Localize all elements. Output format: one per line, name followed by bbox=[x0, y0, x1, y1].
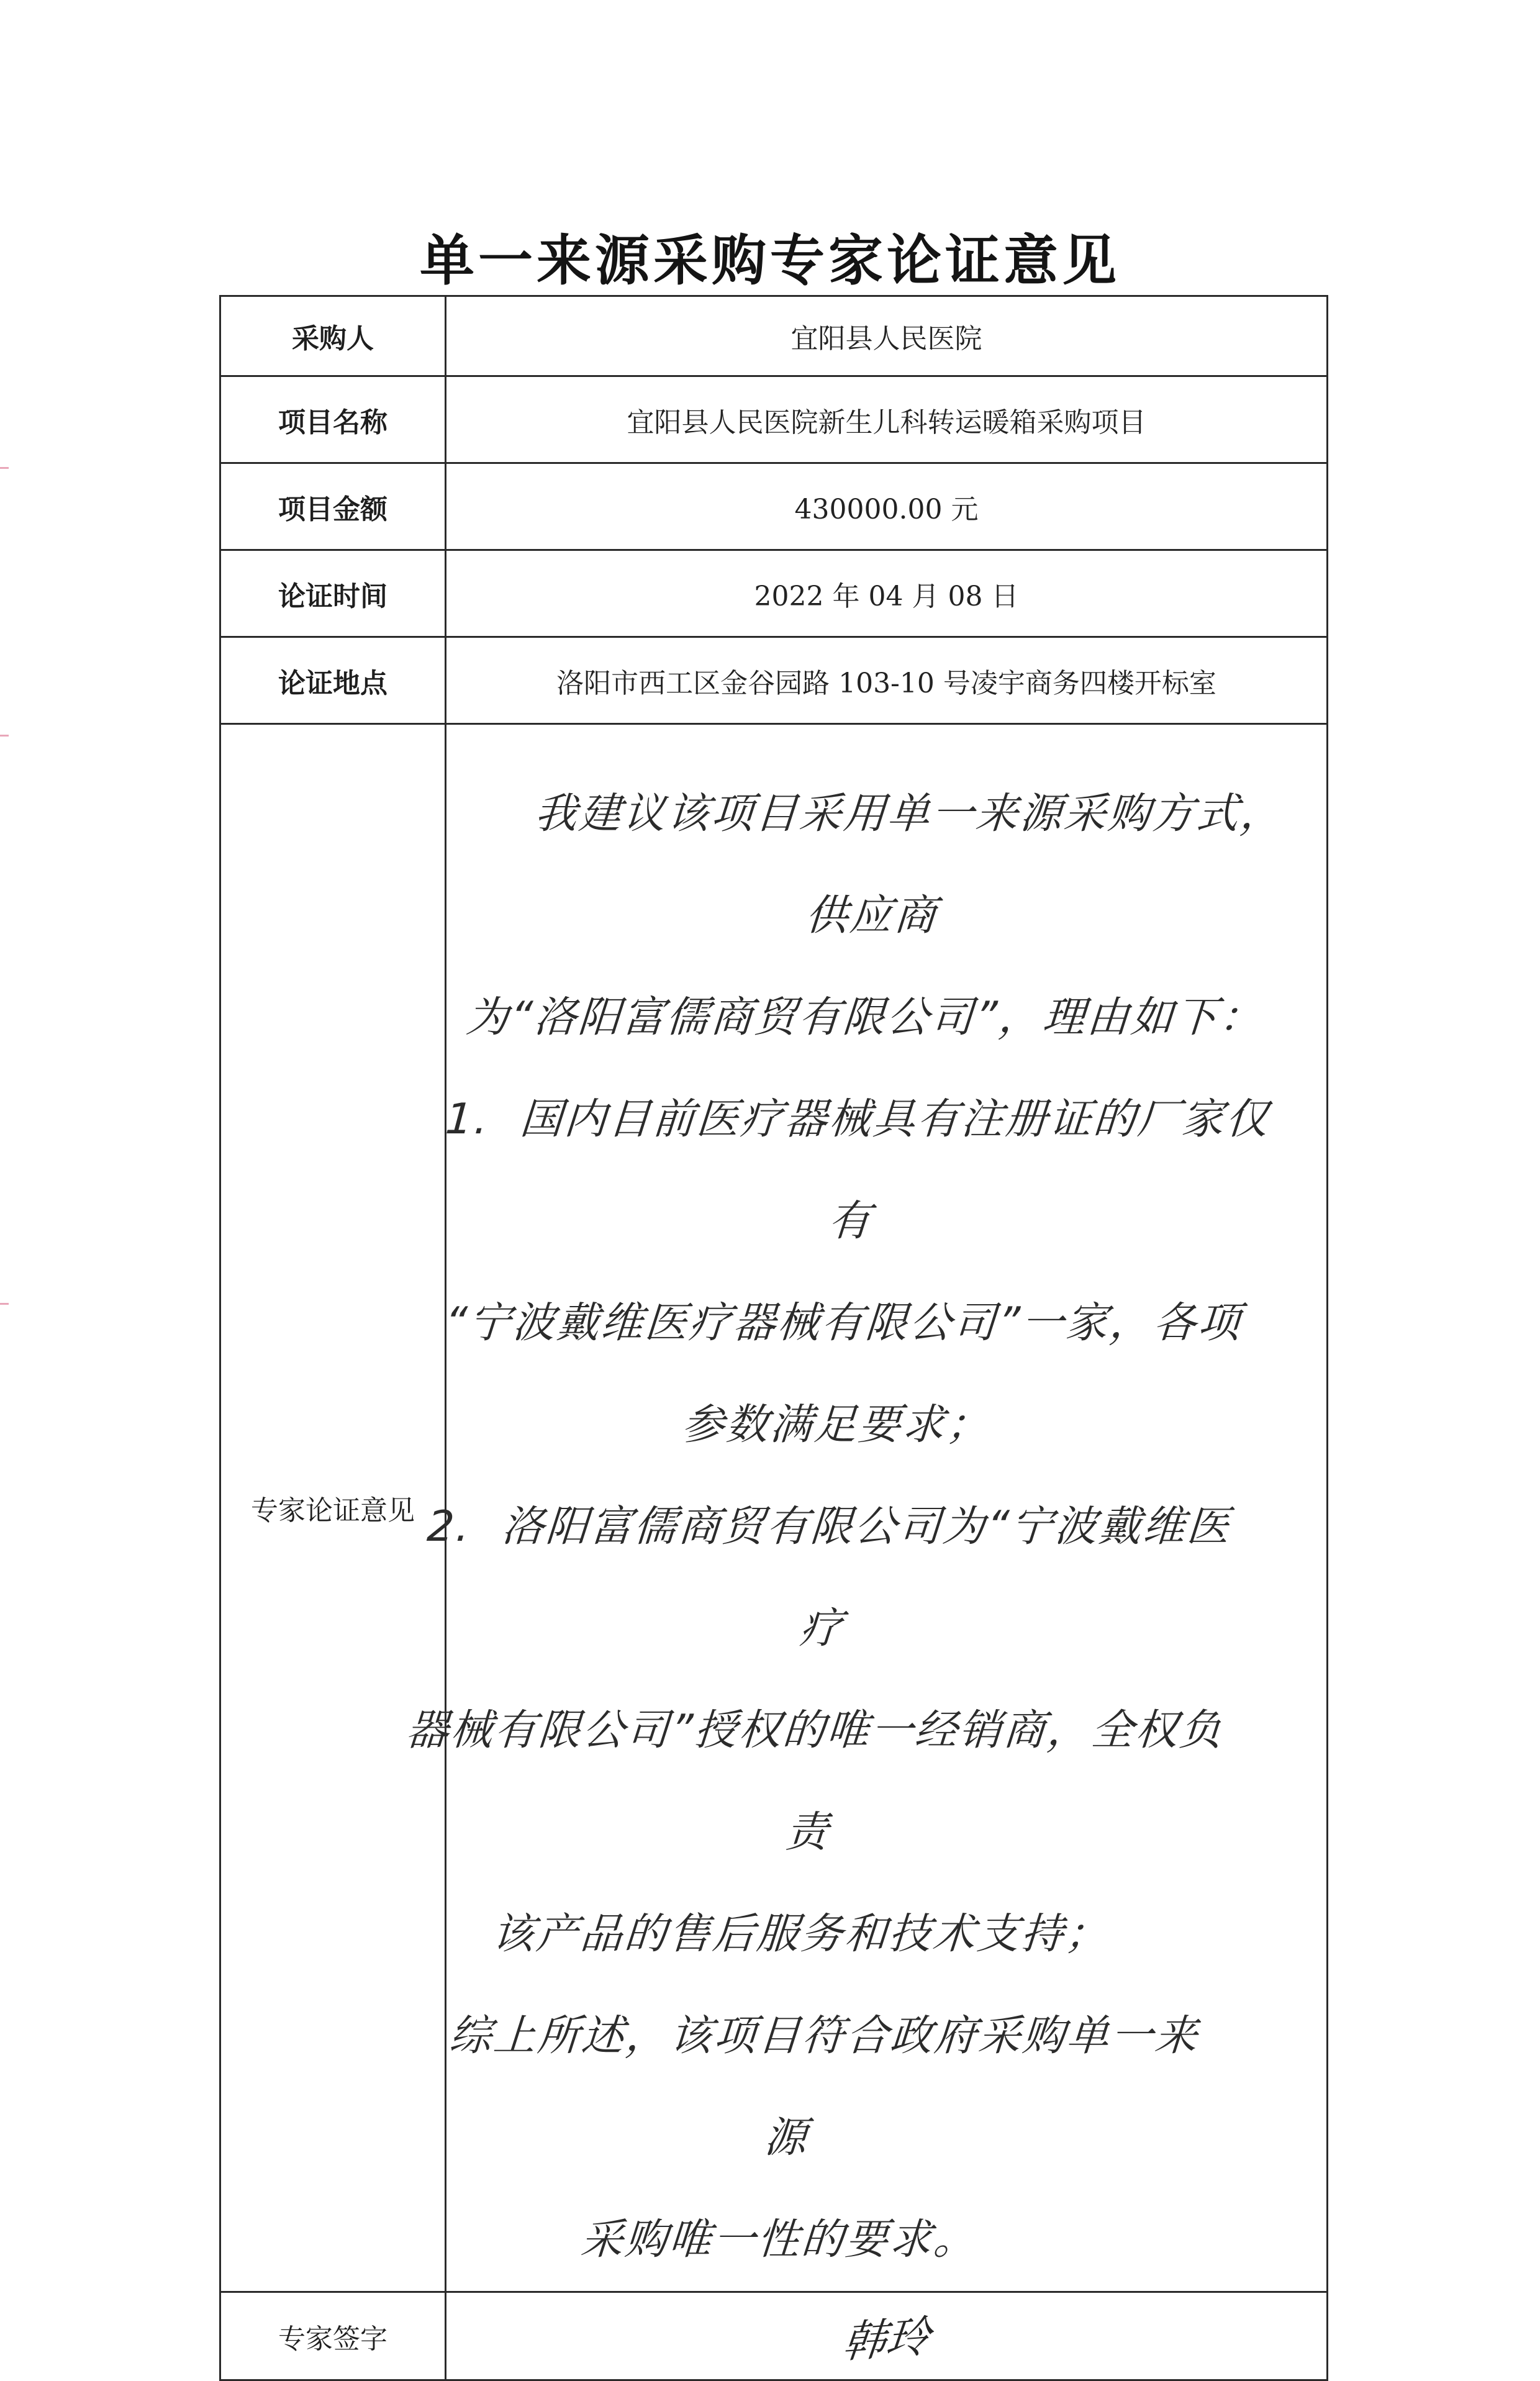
expert-opinion-label: 专家论证意见 bbox=[220, 724, 446, 2292]
scan-edge-mark bbox=[0, 1303, 9, 1305]
purchaser-label: 采购人 bbox=[220, 296, 446, 376]
table-row bbox=[220, 724, 1328, 2292]
project-amount-value: 430000.00 元 bbox=[446, 463, 1328, 550]
table-row bbox=[220, 376, 1328, 463]
review-place-label: 论证地点 bbox=[220, 637, 446, 724]
review-time-value: 2022 年 04 月 08 日 bbox=[446, 550, 1328, 637]
expert-signature-label: 专家签字 bbox=[220, 2292, 446, 2380]
opinion-form-table bbox=[219, 295, 1328, 2381]
table-row bbox=[220, 2292, 1328, 2380]
table-row bbox=[220, 463, 1328, 550]
expert-opinion-handwritten-text: 我建议该项目采用单一来源采购方式，供应商 为“洛阳富儒商贸有限公司”，理由如下： 1. 国内目前医疗器械具有注册证的厂家仅有 “宁波戴维医疗器械有限公司”一家，各项参数满足要求； 2. 洛阳富儒商贸有限公司为“宁波戴维医疗 器械有限公司”授权的唯一经销商，全权负责 该产品的售后服务和技术支持； 综上所述，该项目符合政府采购单一来源 采购唯一性的要求。 bbox=[386, 789, 1286, 2264]
review-time-label: 论证时间 bbox=[220, 550, 446, 637]
scan-edge-mark bbox=[0, 467, 9, 469]
expert-signature-cell bbox=[446, 2292, 1328, 2380]
scan-edge-mark bbox=[0, 735, 9, 737]
expert-signature: 韩玲 bbox=[840, 2310, 933, 2369]
purchaser-value: 宜阳县人民医院 bbox=[446, 296, 1328, 376]
document-title: 单一来源采购专家论证意见 bbox=[419, 229, 1120, 293]
project-amount-label: 项目金额 bbox=[220, 463, 446, 550]
project-name-label: 项目名称 bbox=[220, 376, 446, 463]
table-row bbox=[220, 296, 1328, 376]
review-place-value: 洛阳市西工区金谷园路 103-10 号凌宇商务四楼开标室 bbox=[446, 637, 1328, 724]
table-row bbox=[220, 637, 1328, 724]
project-name-value: 宜阳县人民医院新生儿科转运暖箱采购项目 bbox=[446, 376, 1328, 463]
table-row bbox=[220, 550, 1328, 637]
expert-opinion-cell bbox=[386, 724, 1328, 2292]
